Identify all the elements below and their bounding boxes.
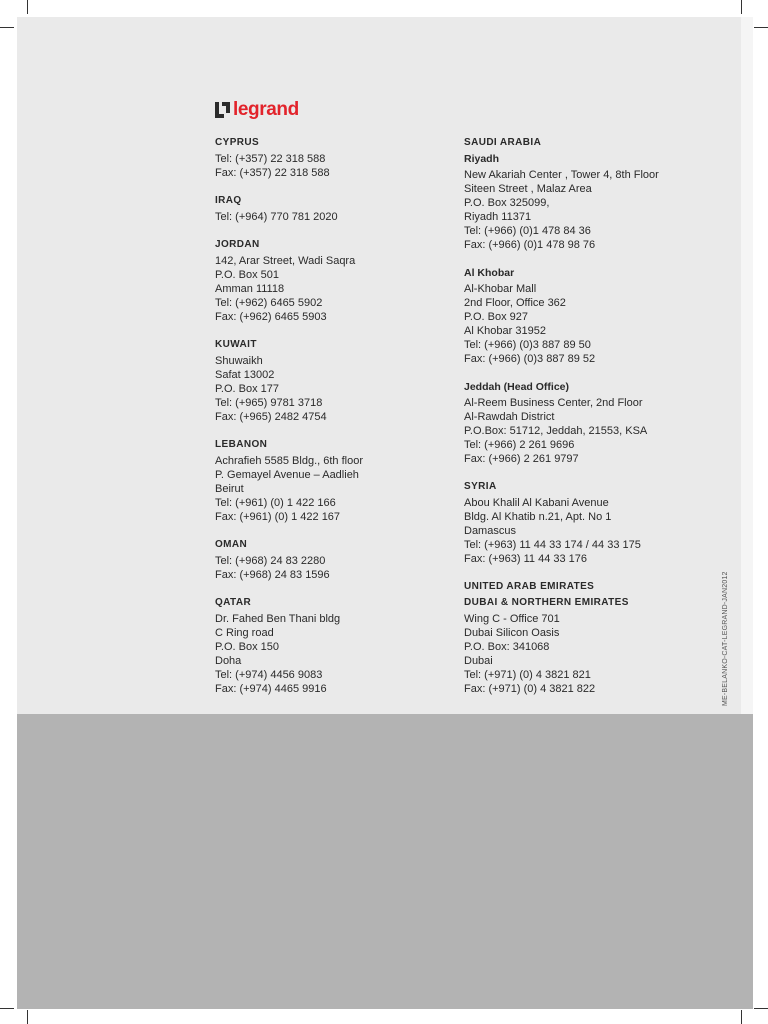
contacts-left-column [215,136,465,710]
country-name: IRAQ [215,195,242,206]
country-block-saudi-arabia [464,136,714,466]
contact-line: 2nd Floor, Office 362 [464,297,566,309]
crop-mark [741,0,742,14]
contact-line: Tel: (+974) 4456 9083 [215,669,323,681]
contact-line: 142, Arar Street, Wadi Saqra [215,255,356,267]
contact-line: Tel: (+966) 2 261 9696 [464,439,575,451]
page-edge-strip [741,17,753,714]
contact-line: C Ring road [215,627,274,639]
city-name: Al Khobar [464,267,515,279]
contact-line: Safat 13002 [215,369,275,381]
contact-line: Tel: (+961) (0) 1 422 166 [215,497,336,509]
contact-line: Achrafieh 5585 Bldg., 6th floor [215,455,363,467]
contact-line: P.O. Box 177 [215,383,280,395]
contact-line: P.O. Box 927 [464,311,529,323]
contact-line: P.O. Box 150 [215,641,280,653]
contact-line: P.O. Box: 341068 [464,641,550,653]
crop-mark [0,27,14,28]
country-name: LEBANON [215,439,268,450]
contact-line: Fax: (+961) (0) 1 422 167 [215,511,341,523]
country-name: OMAN [215,539,248,550]
contact-line: Fax: (+966) (0)1 478 98 76 [464,239,596,251]
country-block-syria [464,480,714,566]
contact-line: Fax: (+974) 4465 9916 [215,683,327,695]
contact-line: Wing C - Office 701 [464,613,560,625]
catalog-reference-code: ME-BELANKO-CAT-LEGRAND-JAN2012 [722,571,729,706]
country-block-qatar [215,596,465,696]
country-name: KUWAIT [215,339,257,350]
crop-mark [0,1008,14,1009]
contact-line: Fax: (+966) 2 261 9797 [464,453,579,465]
legrand-mark-icon [215,102,230,118]
contact-line: Dubai [464,655,493,667]
city-name: Riyadh [464,153,500,165]
contact-line: Fax: (+966) (0)3 887 89 52 [464,353,596,365]
contact-line: P.O.Box: 51712, Jeddah, 21553, KSA [464,425,648,437]
country-name: QATAR [215,597,252,608]
country-block-iraq [215,194,465,224]
country-block-uae [464,580,714,696]
country-name: SYRIA [464,481,497,492]
office-jeddah [464,380,714,466]
contact-line: Fax: (+965) 2482 4754 [215,411,327,423]
country-block-oman [215,538,465,582]
country-block-lebanon [215,438,465,524]
contact-line: Fax: (+357) 22 318 588 [215,167,330,179]
country-block-kuwait [215,338,465,424]
contact-line: Tel: (+966) (0)3 887 89 50 [464,339,591,351]
crop-mark [27,1010,28,1024]
contact-line: Tel: (+964) 770 781 2020 [215,211,338,223]
country-block-cyprus [215,136,465,180]
brand-name: legrand [233,99,299,120]
contact-line: Siteen Street , Malaz Area [464,183,592,195]
contact-line: P.O. Box 501 [215,269,280,281]
contact-line: Tel: (+966) (0)1 478 84 36 [464,225,591,237]
contact-line: Riyadh 11371 [464,211,532,223]
crop-mark [27,0,28,14]
contact-line: Al-Khobar Mall [464,283,537,295]
legrand-logo [215,99,299,121]
contact-line: Doha [215,655,242,667]
contact-line: Fax: (+963) 11 44 33 176 [464,553,588,565]
contact-line: Al Khobar 31952 [464,325,546,337]
contact-line: Fax: (+971) (0) 4 3821 822 [464,683,596,695]
city-name: Jeddah (Head Office) [464,381,570,393]
region-name: DUBAI & NORTHERN EMIRATES [464,597,629,608]
contact-line: Tel: (+968) 24 83 2280 [215,555,326,567]
contact-line: Damascus [464,525,516,537]
contact-line: P. Gemayel Avenue – Aadlieh [215,469,359,481]
contact-line: Tel: (+965) 9781 3718 [215,397,323,409]
contact-line: Tel: (+357) 22 318 588 [215,153,326,165]
grey-footer-band [17,714,753,1009]
country-name: CYPRUS [215,137,260,148]
contact-line: Bldg. Al Khatib n.21, Apt. No 1 [464,511,612,523]
crop-mark [741,1010,742,1024]
country-block-jordan [215,238,465,324]
contact-line: Amman 11118 [215,283,285,295]
contact-line: Dr. Fahed Ben Thani bldg [215,613,341,625]
contact-line: New Akariah Center , Tower 4, 8th Floor [464,169,659,181]
country-name: UNITED ARAB EMIRATES [464,581,595,592]
contacts-right-column [464,136,714,710]
contact-line: P.O. Box 325099, [464,197,550,209]
contact-line: Tel: (+963) 11 44 33 174 / 44 33 175 [464,539,641,551]
contact-line: Al-Reem Business Center, 2nd Floor [464,397,643,409]
country-name: SAUDI ARABIA [464,137,542,148]
crop-mark [754,1008,768,1009]
contact-line: Fax: (+962) 6465 5903 [215,311,327,323]
contact-line: Shuwaikh [215,355,263,367]
contact-line: Tel: (+971) (0) 4 3821 821 [464,669,591,681]
contact-line: Abou Khalil Al Kabani Avenue [464,497,609,509]
crop-mark [754,27,768,28]
contact-line: Dubai Silicon Oasis [464,627,560,639]
office-riyadh [464,152,714,252]
country-name: JORDAN [215,239,260,250]
office-al-khobar [464,266,714,366]
contact-line: Tel: (+962) 6465 5902 [215,297,323,309]
contact-line: Al-Rawdah District [464,411,555,423]
contact-line: Beirut [215,483,244,495]
contact-line: Fax: (+968) 24 83 1596 [215,569,330,581]
